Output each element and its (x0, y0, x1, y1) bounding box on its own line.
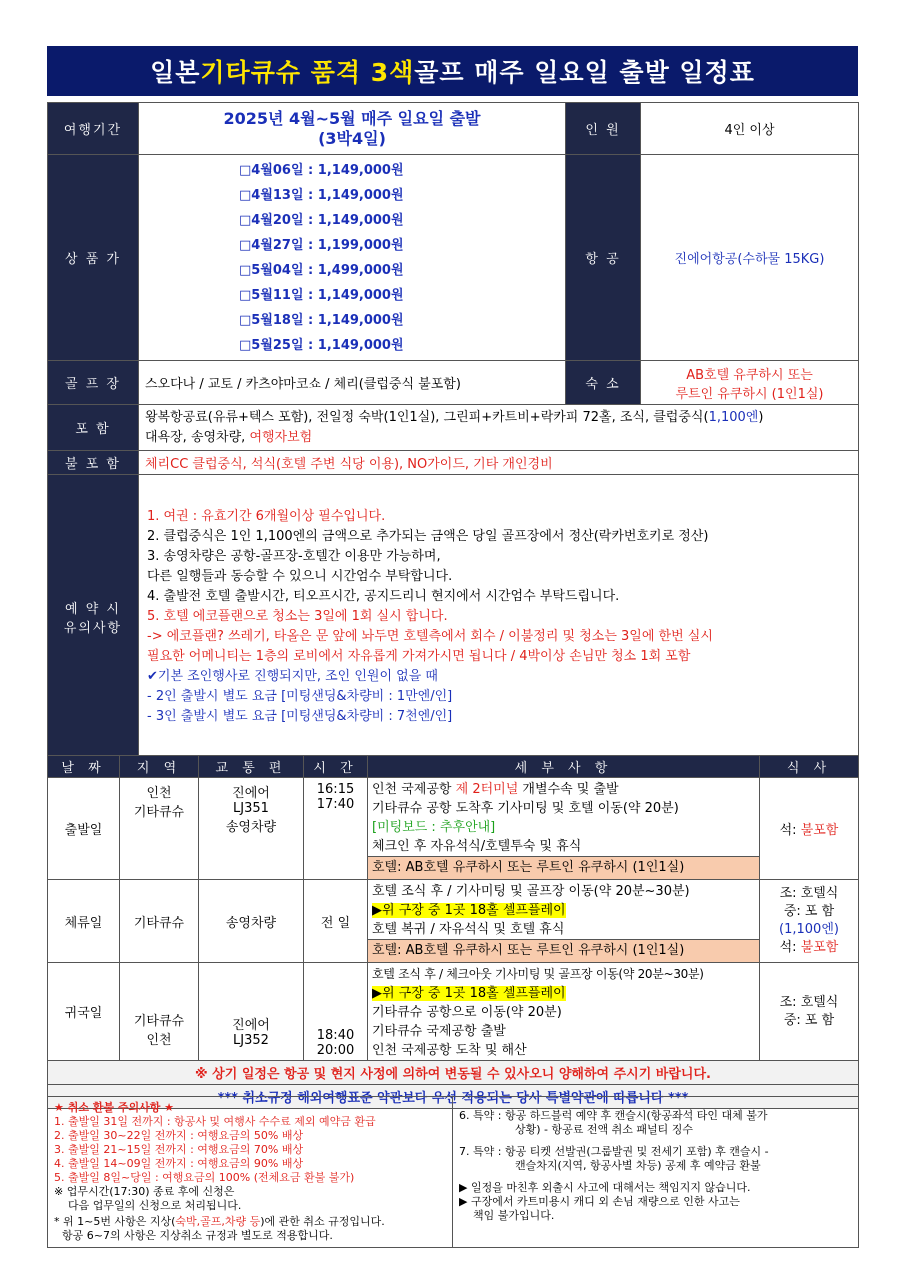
meal-text: 조: 호텔식 (779, 886, 839, 901)
time-text: 20:00 (316, 1043, 355, 1058)
note-item: -> 에코플랜? 쓰레기, 타올은 문 앞에 놔두면 호텔측에서 회수 / 이불정리 및 청소는 3일에 한번 실시 (147, 628, 713, 644)
hotel-cell (641, 361, 859, 405)
meal-cell (760, 880, 859, 963)
note-item: - 3인 출발시 별도 요금 [미팅샌딩&차량비 : 7천엔/인] (147, 708, 453, 724)
meal-cell (760, 778, 859, 880)
price-label: 상 품 가 (48, 155, 139, 361)
hotel-line2: 루트인 유쿠하시 (1인1실) (675, 386, 824, 402)
note-item: - 2인 출발시 별도 요금 [미팅샌딩&차량비 : 1만엔/인] (147, 688, 453, 704)
title-part1: 일본 (150, 58, 201, 87)
detail-text: 호텔 조식 후 / 체크아웃 기사미팅 및 골프장 이동(약 20분~30분) (372, 967, 704, 981)
refund-item: 5. 출발일 8일~당일 : 여행요금의 100% (전체요금 환불 불가) (54, 1171, 355, 1184)
detail-text: 호텔 복귀 / 자유석식 및 호텔 휴식 (372, 922, 565, 937)
period-cell (139, 103, 566, 155)
cancellation-rule: *** 취소규정 해외여행표준 약관보다 우선 적용되는 당사 특별약관에 따릅니다 *** (48, 1085, 859, 1109)
disclaimer: ▶ 일정을 마친후 외출시 사고에 대해서는 책임지지 않습니다. (459, 1181, 751, 1194)
price-list (139, 155, 566, 361)
schedule-table (47, 755, 859, 1109)
refund-item: 3. 출발일 21~15일 전까지 : 여행요금의 70% 배상 (54, 1143, 304, 1156)
note-item: 4. 출발전 호텔 출발시간, 티오프시간, 공지드리니 현지에서 시간엄수 부탁드립니다. (147, 588, 620, 604)
notes-list (139, 475, 859, 759)
price-item: □4월27일 : 1,199,000원 (239, 237, 404, 253)
pax-label: 인 원 (566, 103, 641, 155)
pax-value: 4인 이상 (641, 103, 859, 155)
include-text2: 대욕장, 송영차량, (145, 429, 250, 445)
refund-note: )에 관한 취소 규정입니다. (260, 1215, 385, 1228)
detail-golf-highlight: ▶위 구장 중 1곳 18홀 셀프플레이 (372, 903, 566, 918)
air-value: 진에어항공(수하물 15KG) (641, 155, 859, 361)
note-item: 5. 호텔 에코플랜으로 청소는 3일에 1회 실시 합니다. (147, 608, 448, 624)
note-item: 다른 일행들과 동승할 수 있으니 시간엄수 부탁합니다. (147, 568, 453, 584)
table-row (48, 963, 859, 1061)
time-text: 18:40 (316, 1028, 355, 1043)
transport-text: LJ351 (233, 801, 269, 816)
include-label: 포 함 (48, 405, 139, 451)
notes-label-line2: 유의사항 (63, 620, 123, 636)
day-label: 체류일 (48, 880, 120, 963)
transport-text: LJ352 (233, 1033, 269, 1048)
include-lunch-price: 1,100엔 (708, 409, 759, 425)
air-label: 항 공 (566, 155, 641, 361)
schedule-warning: ※ 상기 일정은 항공 및 현지 사정에 의하여 변동될 수 있사오니 양해하여 주시기 바랍니다. (48, 1061, 859, 1085)
note-item: 3. 송영차량은 공항-골프장-호텔간 이용만 가능하며, (147, 548, 441, 564)
refund-item: 1. 출발일 31일 전까지 : 항공사 및 여행사 수수료 제외 예약금 환급 (54, 1115, 376, 1128)
time-cell: 전 일 (304, 880, 368, 963)
price-item: □5월18일 : 1,149,000원 (239, 312, 404, 328)
region-cell: 기타큐슈 (120, 880, 199, 963)
include-text-end: ) (758, 409, 764, 425)
time-text: 16:15 (316, 782, 355, 797)
title-highlight: 기타큐슈 품격 3색 (200, 58, 415, 87)
detail-text: 인천 국제공항 (372, 782, 456, 797)
table-row (48, 880, 859, 963)
header-transport: 교 통 편 (199, 756, 304, 778)
price-item: □5월25일 : 1,149,000원 (239, 337, 404, 353)
disclaimer: ▶ 구장에서 카트미용시 캐디 외 손님 재량으로 인한 사고는 (459, 1195, 740, 1208)
refund-table (47, 1096, 859, 1248)
header-detail: 세 부 사 항 (368, 756, 760, 778)
note-item: 1. 여권 : 유효기간 6개월이상 필수입니다. (147, 508, 386, 524)
note-item: 2. 클럽중식은 1인 1,100엔의 금액으로 추가되는 금액은 당일 골프장에서 정산(락카번호키로 정산) (147, 528, 709, 544)
table-row (48, 778, 859, 880)
office-note: 다음 업무일의 신청으로 처리됩니다. (68, 1199, 242, 1212)
price-item: □4월06일 : 1,149,000원 (239, 162, 404, 178)
hotel-bar: 호텔: AB호텔 유쿠하시 또는 루트인 유쿠하시 (1인1실) (368, 939, 759, 962)
title-part2: 골프 매주 일요일 출발 일정표 (414, 58, 755, 87)
include-insurance: 여행자보험 (249, 429, 313, 445)
period-label: 여행기간 (48, 103, 139, 155)
meal-excluded: 불포함 (800, 823, 839, 838)
price-item: □4월13일 : 1,149,000원 (239, 187, 404, 203)
time-cell (304, 778, 368, 880)
transport-cell: 송영차량 (199, 880, 304, 963)
refund-item: 4. 출발일 14~09일 전까지 : 여행요금의 90% 배상 (54, 1157, 304, 1170)
note-item: ✔기본 조인행사로 진행되지만, 조인 인원이 없을 때 (147, 668, 438, 684)
hotel-bar: 호텔: AB호텔 유쿠하시 또는 루트인 유쿠하시 (1인1실) (368, 856, 759, 879)
meal-text: 중: 포 함 (783, 1012, 835, 1028)
region-text: 기타큐슈 (133, 805, 185, 820)
meal-text: 조: 호텔식 (779, 994, 839, 1010)
period-line1: 2025년 4월~5월 매주 일요일 출발 (223, 108, 481, 128)
header-meal: 식 사 (760, 756, 859, 778)
header-region: 지 역 (120, 756, 199, 778)
meal-lunch-price: (1,100엔) (779, 922, 839, 937)
note-item: 필요한 어메니티는 1층의 로비에서 자유롭게 가져가시면 됩니다 / 4박이상 손님만 청소 1회 포함 (147, 648, 691, 664)
include-value (139, 405, 859, 451)
refund-note-highlight: 숙박,골프,차량 등 (175, 1215, 261, 1228)
refund-left (48, 1097, 453, 1248)
include-text: 왕복항공료(유류+텍스 포함), 전일정 숙박(1인1실), 그린피+카트비+락카피 72홀, 조식, 클럽중식( (145, 409, 709, 425)
detail-cell (368, 778, 760, 880)
day-label: 귀국일 (48, 963, 120, 1061)
exclude-value: 체리CC 클럽중식, 석식(호텔 주변 식당 이용), NO가이드, 기타 개인경비 (139, 451, 859, 475)
notes-label-line1: 예 약 시 (65, 601, 121, 617)
meal-text: 석: (779, 940, 801, 955)
detail-terminal: 제 2터미널 (455, 782, 519, 797)
transport-cell (199, 963, 304, 1061)
price-item: □5월04일 : 1,499,000원 (239, 262, 404, 278)
price-item: □5월11일 : 1,149,000원 (239, 287, 404, 303)
golf-value: 스오다나 / 교토 / 카츠야마코쇼 / 체리(클럽중식 불포함) (139, 361, 566, 405)
hotel-line1: AB호텔 유쿠하시 또는 (686, 367, 813, 383)
price-item: □4월20일 : 1,149,000원 (239, 212, 404, 228)
meal-text: 중: 포 함 (783, 904, 835, 919)
transport-cell (199, 778, 304, 880)
detail-text: 기타큐슈 국제공항 출발 (372, 1024, 506, 1039)
detail-text: 기타큐슈 공항 도착후 기사미팅 및 호텔 이동(약 20분) (372, 801, 679, 816)
day-label: 출발일 (48, 778, 120, 880)
time-cell (304, 963, 368, 1061)
disclaimer: 책임 불가입니다. (473, 1209, 555, 1222)
period-line2: (3박4일) (318, 128, 386, 148)
refund-title: ★ 취소 환불 주의사항 ★ (54, 1101, 175, 1114)
region-text: 인천 (146, 786, 172, 801)
detail-text: 기타큐슈 공항으로 이동(약 20분) (372, 1005, 562, 1020)
special-term: 상황) - 항공료 전액 취소 패널티 징수 (515, 1123, 694, 1136)
header-date: 날 짜 (48, 756, 120, 778)
detail-text: 호텔 조식 후 / 기사미팅 및 골프장 이동(약 20분~30분) (372, 884, 690, 899)
hotel-label: 숙 소 (566, 361, 641, 405)
region-cell (120, 963, 199, 1061)
refund-note: 항공 6~7의 사항은 지상취소 규정과 별도로 적용합니다. (62, 1229, 333, 1242)
refund-item: 2. 출발일 30~22일 전까지 : 여행요금의 50% 배상 (54, 1129, 304, 1142)
header-time: 시 간 (304, 756, 368, 778)
info-table (47, 102, 859, 759)
time-text: 17:40 (316, 797, 355, 812)
notes-label (48, 475, 139, 759)
detail-cell (368, 963, 760, 1061)
detail-text: 체크인 후 자유석식/호텔투숙 및 휴식 (372, 839, 582, 854)
transport-text: 진에어 (232, 786, 270, 801)
special-term: 6. 특약 : 항공 하드블럭 예약 후 캔슬시(항공좌석 타인 대체 불가 (459, 1109, 768, 1122)
page-title (47, 46, 858, 96)
region-text: 기타큐슈 (133, 1014, 185, 1029)
office-note: ※ 업무시간(17:30) 종료 후에 신청은 (54, 1185, 235, 1198)
transport-text: 진에어 (232, 1018, 270, 1033)
detail-text: 인천 국제공항 도착 및 해산 (372, 1043, 527, 1058)
detail-cell (368, 880, 760, 963)
meal-excluded: 불포함 (800, 940, 839, 955)
exclude-label: 불 포 함 (48, 451, 139, 475)
special-term: 7. 특약 : 항공 티켓 선발권(그룹발권 및 전세기 포함) 후 캔슬시 - (459, 1145, 769, 1158)
detail-text: 개별수속 및 출발 (518, 782, 619, 797)
region-text: 인천 (146, 1033, 172, 1048)
region-cell (120, 778, 199, 880)
golf-label: 골 프 장 (48, 361, 139, 405)
detail-meeting-board: [미팅보드 : 추후안내] (372, 820, 496, 835)
detail-golf-highlight: ▶위 구장 중 1곳 18홀 셀프플레이 (372, 986, 566, 1001)
refund-right (453, 1097, 859, 1248)
meal-cell (760, 963, 859, 1061)
refund-note: * 위 1~5번 사항은 지상( (54, 1215, 176, 1228)
transport-text: 송영차량 (225, 820, 277, 835)
meal-text: 석: (779, 823, 801, 838)
special-term: 캔슬차지(지역, 항공사별 차등) 공제 후 예약금 환불 (515, 1159, 761, 1172)
